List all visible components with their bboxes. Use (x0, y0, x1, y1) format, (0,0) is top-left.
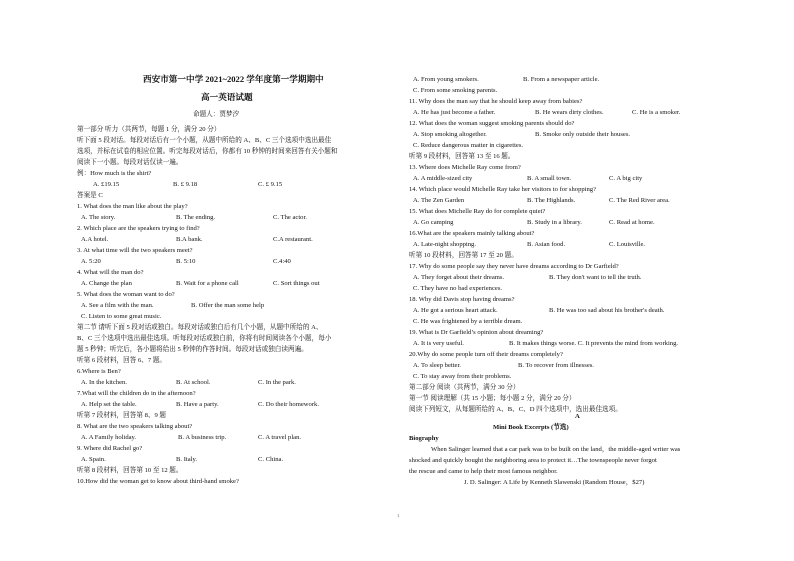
question-10: 10.How did the woman get to know about third-hand smoke? (77, 478, 239, 485)
q12-option-c: C. Reduce dangerous matter in cigarettes. (413, 142, 524, 149)
q13-option-b: B. A small town. (527, 175, 572, 182)
q9-option-b: B. Italy. (176, 456, 197, 463)
q5-option-a: A. See a film with the man. (81, 302, 154, 309)
biography-line-1: When Salinger learned that a car park was to be built on the land，the middle-aged writer was (431, 446, 681, 453)
q11-option-b: B. He wears dirty clothes. (535, 109, 604, 116)
example-question: 例：How much is the shirt? (77, 170, 152, 177)
q16-option-c: C. Louisville. (609, 241, 646, 248)
question-14: 14. Which place would Michelle Ray take her visitors to for shopping? (409, 186, 597, 193)
q2-option-b: B.A bank. (176, 236, 203, 243)
q17-option-a: A. They forget about their dreams. (413, 274, 505, 281)
section2-instructions-2: B、C 三个选项中选出最佳选项。听每段对话或独白前，你将有时间阅读各个小题，每小 (77, 335, 332, 342)
q8-option-c: C. A travel plan. (258, 434, 302, 441)
q1-option-b: B. The ending. (176, 214, 216, 221)
question-13: 13. Where does Michelle Ray come from? (409, 164, 521, 171)
question-19: 19. What is Dr Garfield’s opinion about dreaming? (409, 329, 544, 336)
question-11: 11. Why does the man say that he should keep away from babies? (409, 98, 583, 105)
question-2: 2. Which place are the speakers trying to find? (77, 225, 200, 232)
q15-option-a: A. Go camping (413, 219, 454, 226)
section1-instructions: 阅读下列短文，从每题所给的 A、B、C、D 四个选项中，选出最佳选项。 (409, 406, 622, 413)
q16-option-b: B. Asian food. (527, 241, 566, 248)
question-1: 1. What does the man like about the play? (77, 203, 188, 210)
q19-option-a: A. It is very useful. (413, 340, 464, 347)
q2-option-c: C.A restaurant. (273, 236, 313, 243)
question-20: 20.Why do some people turn off their dreams completely? (409, 351, 563, 358)
material-6-cue: 听第 6 段材料，回答 6、7 题。 (77, 357, 167, 364)
section1-heading: 第一节 阅读理解（共 15 小题；每小题 2 分，满分 20 分） (409, 395, 576, 402)
q12-option-b: B. Smoke only outside their houses. (535, 131, 631, 138)
q15-option-b: B. Study in a library. (527, 219, 582, 226)
q14-option-b: B. The Highlands. (527, 197, 576, 204)
part1-intro-2: 选项，并标在试卷的相应位置。听完每段对话后，你都有 10 秒钟的时间来回答有关小题和 (77, 148, 338, 155)
question-5: 5. What does the woman want to do? (77, 291, 175, 298)
material-8-cue: 听第 8 段材料，回答第 10 至 12 题。 (77, 467, 183, 474)
q20-option-a: A. To sleep better. (413, 362, 461, 369)
example-option-a: A. £19.15 (93, 181, 120, 188)
biography-line-2: shocked and quickly bought the neighboring area to protect it…The townspeople never forgot (409, 457, 657, 464)
question-18: 18. Why did Davis stop having dreams? (409, 296, 515, 303)
material-9-cue: 听第 9 段材料，回答第 13 至 16 题。 (409, 153, 515, 160)
q9-option-c: C. China. (258, 456, 284, 463)
example-option-b: B. £ 9.18 (173, 181, 198, 188)
q10-option-c: C. From some smoking parents. (413, 87, 498, 94)
q6-option-c: C. In the park. (258, 379, 296, 386)
q1-option-c: C. The actor. (273, 214, 307, 221)
passage-a-label: A (575, 413, 580, 420)
q3-option-c: C.4:40 (273, 258, 291, 265)
q20-option-c: C. To stay away from their problems. (413, 373, 512, 380)
part1-intro-1: 听下面 5 段对话。每段对话后有一个小题，从题中所给的 A、B、C 三个选项中选出最佳 (77, 137, 332, 144)
question-15: 15. What does Michelle Ray do for complete quiet? (409, 208, 546, 215)
q9-option-a: A. Spain. (81, 456, 106, 463)
q17-option-c: C. They have no bad experiences. (413, 285, 503, 292)
q11-option-a: A. He has just become a father. (413, 109, 496, 116)
q7-option-a: A. Help set the table. (81, 401, 137, 408)
question-12: 12. What does the woman suggest smoking parents should do? (409, 120, 575, 127)
part2-heading: 第二部分 阅读（共两节，满分 30 分） (409, 384, 520, 391)
question-6: 6.Where is Ben? (77, 368, 121, 375)
q1-option-a: A. The story. (81, 214, 116, 221)
part1-heading: 第一部分 听力（共两节，每题 1 分，满分 20 分） (77, 126, 221, 133)
question-3: 3. At what time will the two speakers meet? (77, 247, 193, 254)
part1-intro-3: 阅读下一小题。每段对话仅读一遍。 (77, 159, 183, 166)
q10-option-a: A. From young smokers. (413, 76, 479, 83)
page-number: 1 (397, 513, 400, 518)
q18-option-b: B. He was too sad about his brother's death. (549, 307, 665, 314)
q4-option-a: A. Change the plan (81, 280, 132, 287)
mini-book-excerpts-title: Mini Book Excerpts (节选) (493, 424, 569, 431)
q5-option-b: B. Offer the man some help (191, 302, 265, 309)
example-answer: 答案是 C (77, 192, 103, 199)
q13-option-c: C. A big city (609, 175, 643, 182)
q10-option-b: B. From a newspaper article. (523, 76, 600, 83)
q6-option-b: B. At school. (176, 379, 211, 386)
q3-option-b: B. 5:10 (176, 258, 196, 265)
q8-option-b: B. A business trip. (178, 434, 227, 441)
biography-heading: Biography (409, 435, 439, 442)
q8-option-a: A. A Family holiday. (81, 434, 137, 441)
q12-option-a: A. Stop smoking altogether. (413, 131, 487, 138)
question-16: 16.What are the speakers mainly talking about? (409, 230, 535, 237)
question-9: 9. Where did Rachel go? (77, 445, 143, 452)
q5-option-c: C. Listen to some great music. (81, 313, 162, 320)
section2-instructions-3: 题 5 秒钟；听完后，各小题将给出 5 秒钟的作答时间。每段对话或独白读两遍。 (77, 346, 308, 353)
q3-option-a: A. 5:20 (81, 258, 101, 265)
question-4: 4. What will the man do? (77, 269, 144, 276)
material-7-cue: 听第 7 段材料，回答第 8、9 题 (77, 412, 167, 419)
biography-line-3: the rescue and came to help their most famous neighbor. (409, 468, 558, 475)
q18-option-c: C. He was frightened by a terrible dream. (413, 318, 523, 325)
book-credit: J. D. Salinger: A Life by Kenneth Slawenski (Random House，$27) (464, 479, 645, 486)
q18-option-a: A. He got a serious heart attack. (413, 307, 498, 314)
q16-option-a: A. Late-night shopping. (413, 241, 476, 248)
exam-title: 西安市第一中学 2021~2022 学年度第一学期期中 (143, 74, 324, 84)
q7-option-c: C. Do their homework. (258, 401, 319, 408)
q7-option-b: B. Have a party. (176, 401, 219, 408)
q19-option-bc: B. It makes things worse. C. It prevents the mind from working. (509, 340, 679, 347)
question-8: 8. What are the two speakers talking about? (77, 423, 193, 430)
q4-option-b: B. Wait for a phone call (176, 280, 239, 287)
q13-option-a: A. A middle-sized city (413, 175, 473, 182)
exam-subtitle: 高一英语试题 (201, 92, 253, 102)
question-7: 7.What will the children do in the afternoon? (77, 390, 196, 397)
q14-option-c: C. The Red River area. (609, 197, 670, 204)
q20-option-b: B. To recover from illnesses. (518, 362, 594, 369)
q17-option-b: B. They don't want to tell the truth. (549, 274, 642, 281)
q2-option-a: A.A hotel. (81, 236, 109, 243)
question-17: 17. Why do some people say they never have dreams according to Dr Garfield? (409, 263, 619, 270)
q4-option-c: C. Sort things out (273, 280, 320, 287)
author-line: 命题人：贾梦汐 (193, 111, 240, 118)
q15-option-c: C. Read at home. (609, 219, 655, 226)
q14-option-a: A. The Zen Garden (413, 197, 465, 204)
q6-option-a: A. In the kitchen. (81, 379, 127, 386)
material-10-cue: 听第 10 段材料，回答第 17 至 20 题。 (409, 252, 518, 259)
section2-instructions-1: 第二节 请听下面 5 段对话或独白。每段对话或独白后有几个小题，从题中所给的 A、 (77, 324, 323, 331)
q11-option-c: C. He is a smoker. (632, 109, 681, 116)
example-option-c: C. £ 9.15 (258, 181, 283, 188)
